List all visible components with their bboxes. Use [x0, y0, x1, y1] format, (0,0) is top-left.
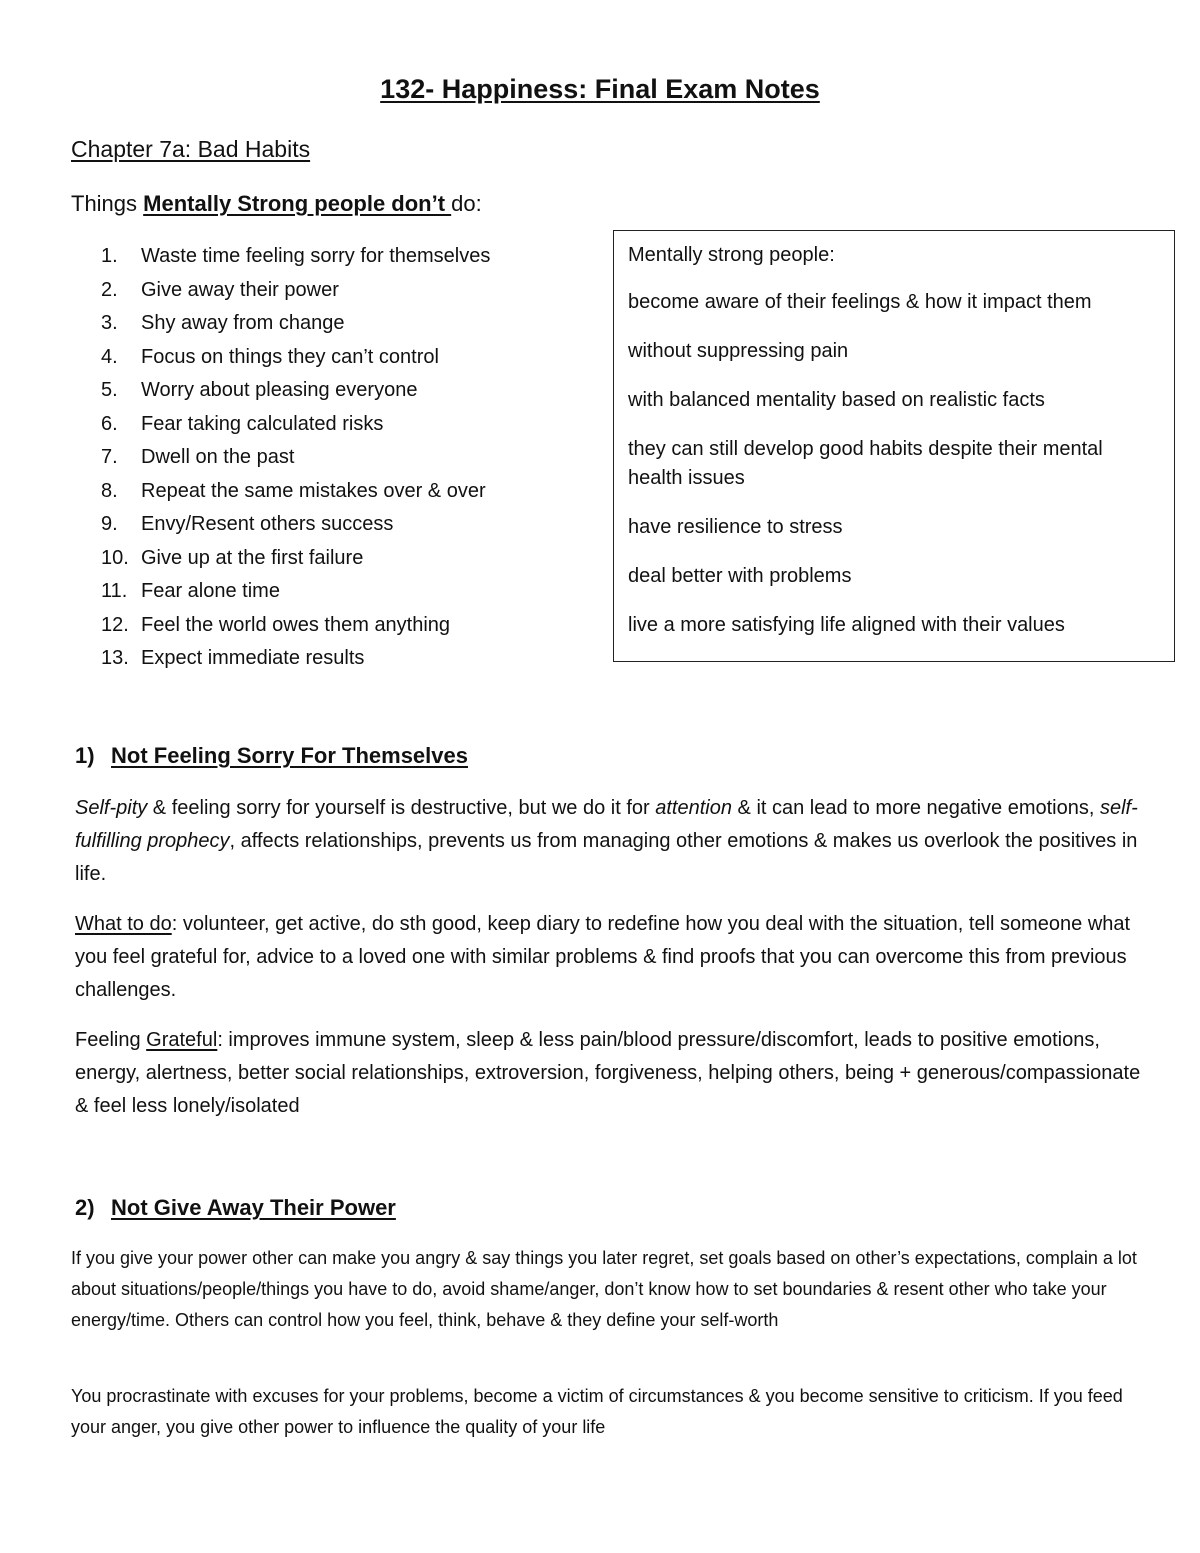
chapter-heading: Chapter 7a: Bad Habits	[71, 136, 311, 162]
box-heading: Mentally strong people:	[628, 244, 835, 266]
box-item: they can still develop good habits despite their mental health issues	[628, 438, 1103, 489]
list-number: 6.	[101, 412, 118, 435]
list-number: 9.	[101, 513, 118, 535]
list-item	[101, 611, 490, 645]
section-2-heading	[75, 1195, 396, 1221]
paragraph	[75, 792, 1150, 891]
paragraph: If you give your power other can make you angry & say things you later regret, set goals based on other’s expectations, complain a lot about situations/people/things you have to do, avoid shame/anger, don’t know how to set boundaries & resent other who take your energy/time. Others can control how you feel, think, behave & they define your self-worth	[71, 1248, 1137, 1330]
list-item	[101, 544, 490, 578]
label: Grateful	[146, 1029, 218, 1051]
section-title: Not Feeling Sorry For Themselves	[111, 743, 468, 768]
list-number: 2.	[101, 278, 118, 301]
things-strong: Mentally Strong people don’t	[143, 191, 452, 216]
list-number: 8.	[101, 479, 118, 502]
things-suffix: do:	[451, 191, 482, 216]
text-run: & feeling sorry for yourself is destructive, but we do it for	[147, 797, 656, 819]
list-number: 4.	[101, 345, 118, 368]
list-number: 11.	[101, 580, 128, 602]
text-run: Feeling	[75, 1029, 147, 1051]
list-item	[101, 577, 490, 611]
list-text: Envy/Resent others success	[141, 513, 394, 535]
paragraph	[75, 1024, 1150, 1123]
list-text: Fear alone time	[141, 580, 280, 602]
list-number: 1.	[101, 245, 118, 267]
section-1-heading	[75, 743, 468, 769]
label: What to do	[75, 913, 172, 935]
things-prefix: Things	[71, 191, 144, 216]
list-item	[101, 309, 490, 343]
text-run: , affects relationships, prevents us from managing other emotions & makes us overlook the positives in life.	[75, 830, 1138, 885]
page-title: 132- Happiness: Final Exam Notes	[380, 74, 820, 104]
list-text: Give away their power	[141, 278, 339, 301]
section-number: 1)	[75, 743, 95, 768]
list-text: Shy away from change	[141, 312, 345, 334]
section-number: 2)	[75, 1195, 95, 1220]
list-number: 13.	[101, 647, 129, 669]
list-number: 3.	[101, 312, 118, 334]
list-text: Worry about pleasing everyone	[141, 379, 418, 401]
list-number: 10.	[101, 546, 129, 569]
list-text: Fear taking calculated risks	[141, 412, 384, 435]
list-item	[101, 443, 490, 477]
box-item: without suppressing pain	[628, 340, 849, 362]
paragraph: You procrastinate with excuses for your problems, become a victim of circumstances & you become sensitive to criticism. If you feed your anger, you give other power to influence the quality of your life	[71, 1386, 1123, 1437]
list-number: 5.	[101, 379, 118, 401]
list-text: Waste time feeling sorry for themselves	[141, 245, 491, 267]
list-item	[101, 242, 490, 276]
list-item	[101, 477, 490, 511]
list-number: 7.	[101, 446, 118, 468]
text-run: & it can lead to more negative emotions,	[731, 797, 1100, 819]
list-text: Repeat the same mistakes over & over	[141, 479, 486, 502]
box-item: live a more satisfying life aligned with their values	[628, 614, 1065, 636]
list-text: Feel the world owes them anything	[141, 613, 451, 636]
mentally-strong-box	[613, 230, 1175, 662]
habit-list	[101, 242, 490, 678]
term: Self-pity	[75, 797, 148, 819]
box-item: with balanced mentality based on realistic facts	[628, 389, 1045, 411]
term: self-fulfilling prophecy	[75, 797, 1138, 852]
list-item	[101, 510, 490, 544]
box-item: become aware of their feelings & how it impact them	[628, 291, 1092, 313]
list-text: Dwell on the past	[141, 446, 295, 468]
list-text: Give up at the first failure	[141, 546, 364, 569]
list-item	[101, 410, 490, 444]
paragraph	[75, 908, 1150, 1007]
list-item	[101, 644, 490, 678]
section-title: Not Give Away Their Power	[111, 1195, 396, 1220]
list-item	[101, 343, 490, 377]
list-number: 12.	[101, 613, 129, 636]
box-item: deal better with problems	[628, 565, 852, 587]
things-intro	[71, 191, 482, 217]
list-text: Focus on things they can’t control	[141, 345, 439, 368]
box-item: have resilience to stress	[628, 516, 843, 538]
term: attention	[655, 797, 732, 819]
list-item	[101, 276, 490, 310]
text-run: : improves immune system, sleep & less pain/blood pressure/discomfort, leads to positive emotions, energy, alertness, better social relationships, extroversion, forgiveness, helping others, being + generous/compassionate & feel less lonely/isolated	[75, 1029, 1141, 1117]
list-text: Expect immediate results	[141, 647, 365, 669]
list-item	[101, 376, 490, 410]
text-run: : volunteer, get active, do sth good, keep diary to redefine how you deal with the situation, tell someone what you feel grateful for, advice to a loved one with similar problems & find proofs that you can overcome this from previous challenges.	[75, 913, 1131, 1001]
